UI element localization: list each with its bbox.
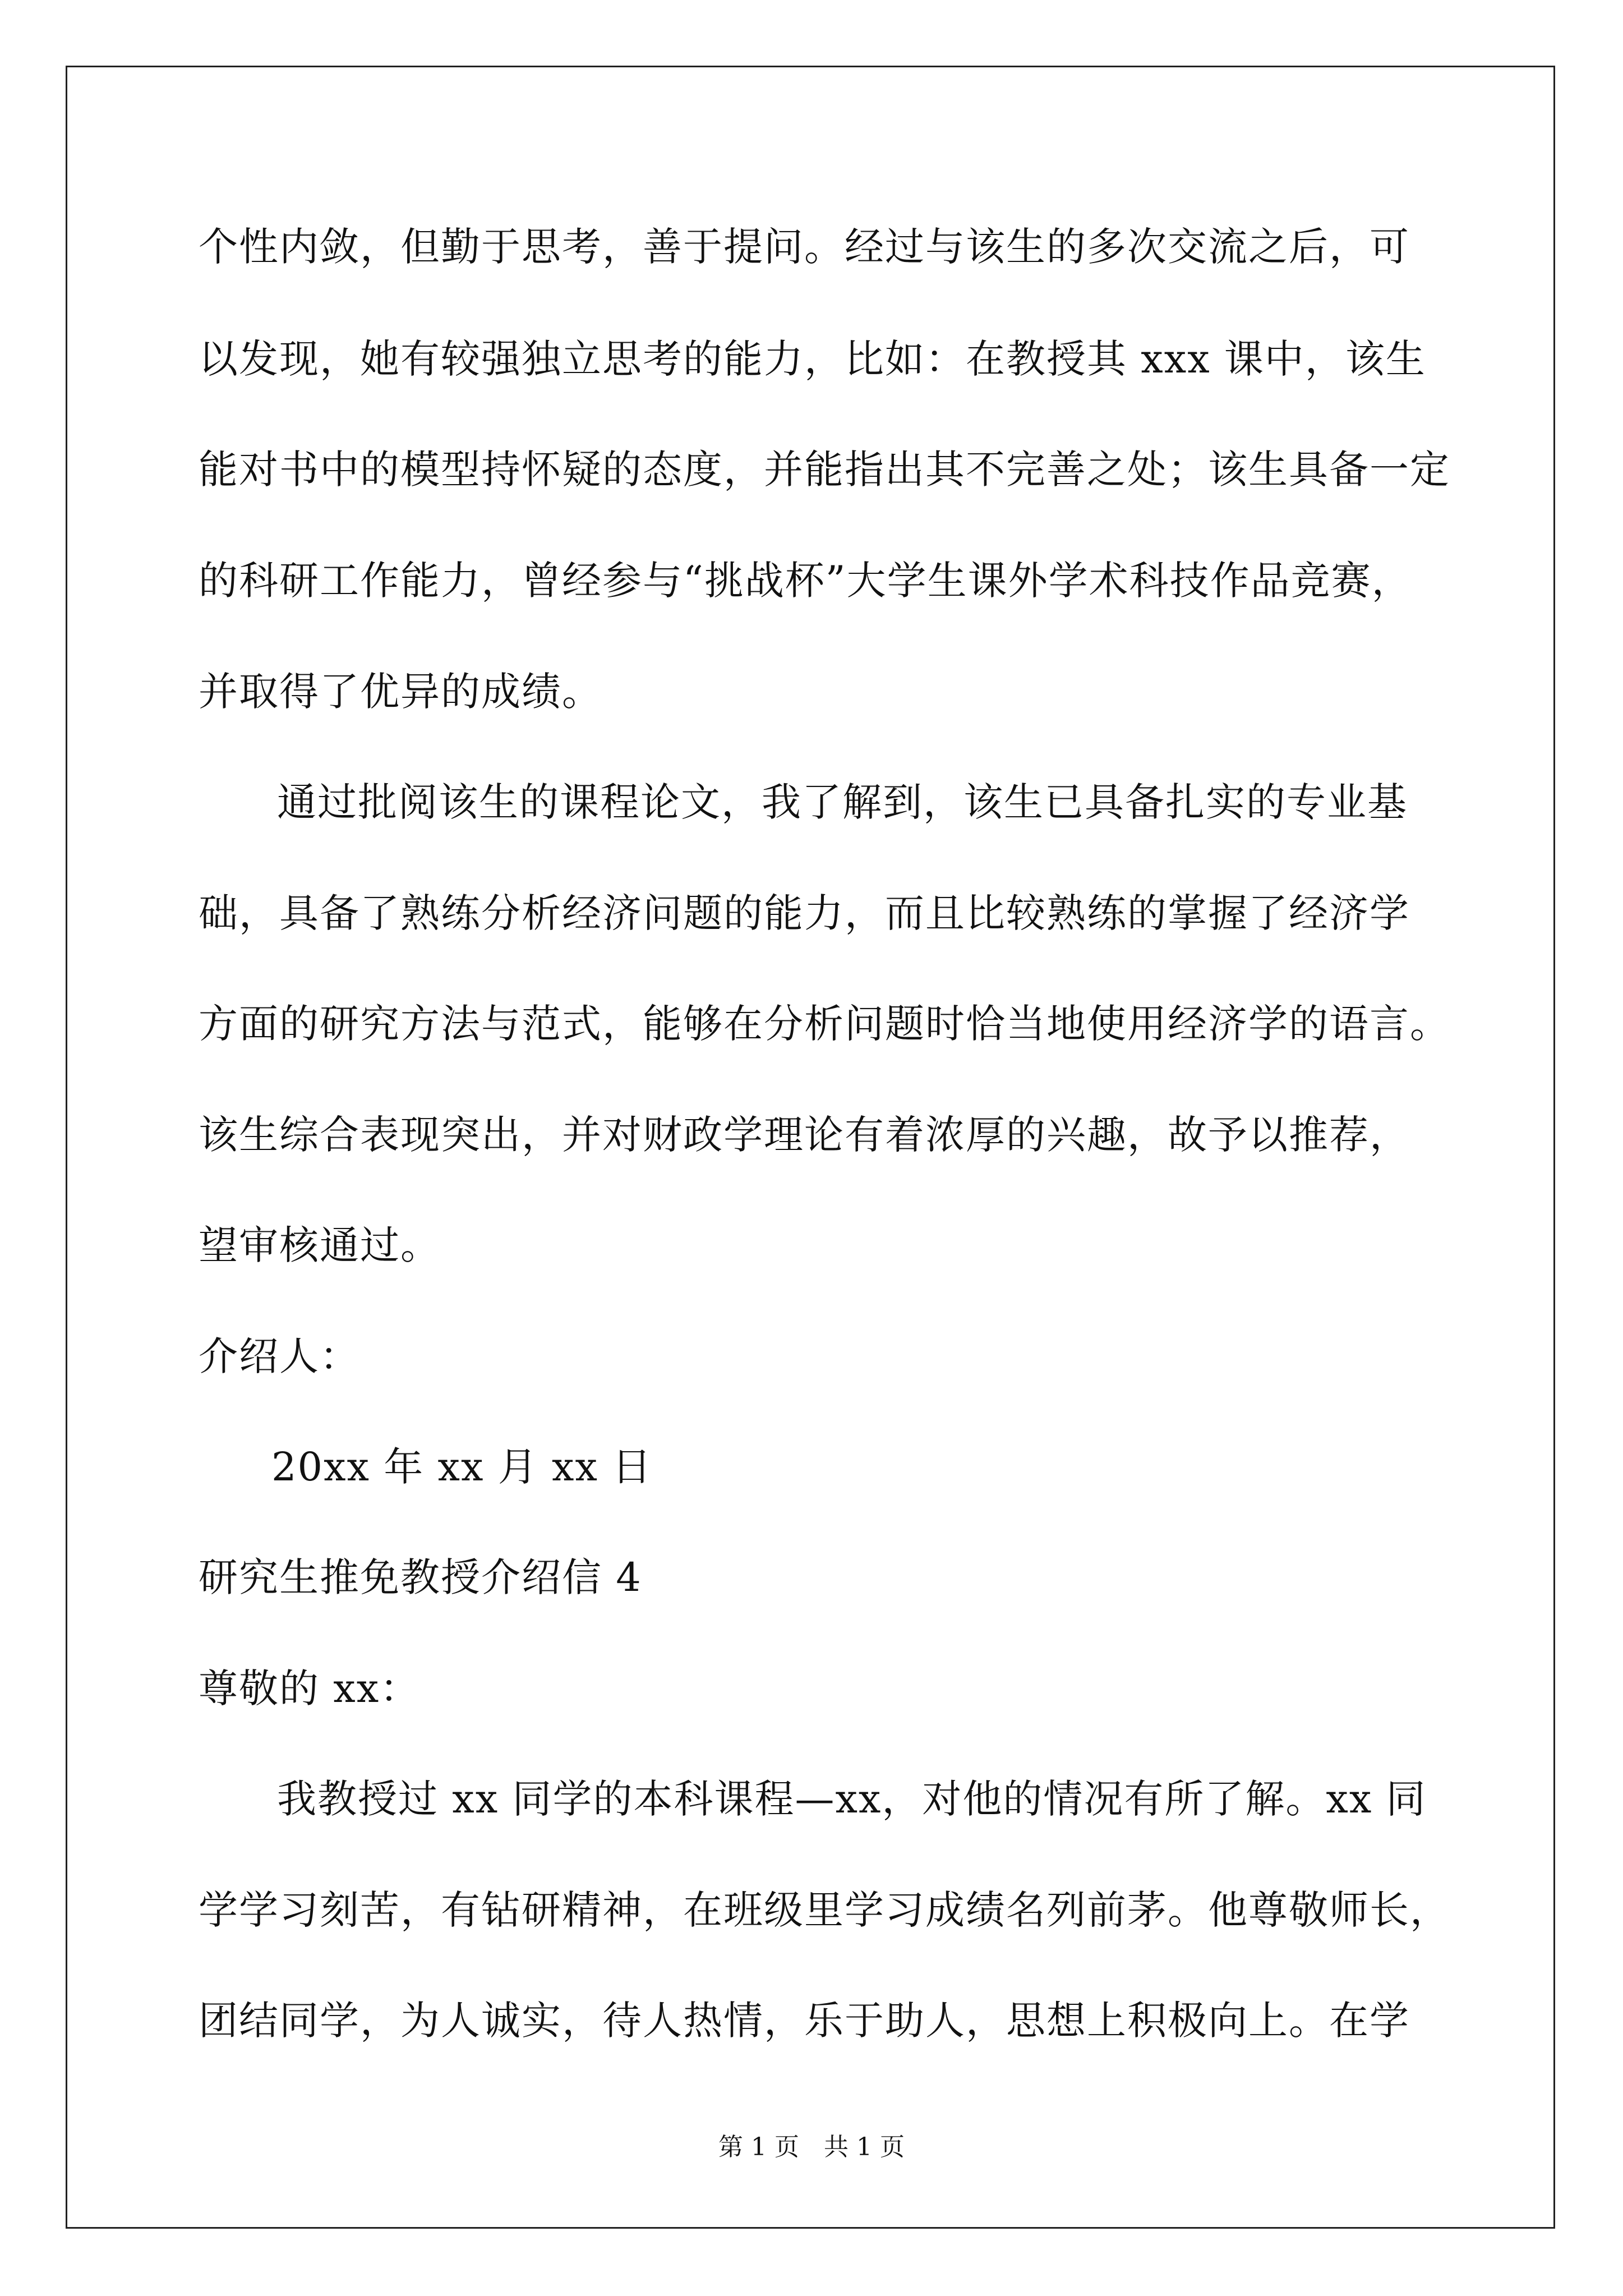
salutation: 尊敬的 xx： bbox=[199, 1665, 421, 1711]
paragraph-2-line-5: 望审核通过。 bbox=[199, 1222, 441, 1268]
body-line-2: 以发现，她有较强独立思考的能力，比如：在教授其 xxx 课中，该生 bbox=[199, 336, 1426, 382]
paragraph-3-line-3: 团结同学，为人诚实，待人热情，乐于助人，思想上积极向上。在学 bbox=[199, 1998, 1410, 2044]
section-title: 研究生推免教授介绍信 4 bbox=[199, 1554, 642, 1600]
page-number-footer: 第 1 页 共 1 页 bbox=[718, 2133, 905, 2161]
paragraph-3-line-1: 我教授过 xx 同学的本科课程—xx，对他的情况有所了解。xx 同 bbox=[277, 1776, 1427, 1822]
letter-date: 20xx 年 xx 月 xx 日 bbox=[271, 1444, 653, 1490]
paragraph-3-line-2: 学学习刻苦，有钻研精神，在班级里学习成绩名列前茅。他尊敬师长， bbox=[199, 1887, 1450, 1933]
body-line-4: 的科研工作能力，曾经参与“挑战杯”大学生课外学术科技作品竞赛， bbox=[199, 558, 1412, 604]
paragraph-2-line-2: 础，具备了熟练分析经济问题的能力，而且比较熟练的掌握了经济学 bbox=[199, 890, 1410, 936]
paragraph-2-line-4: 该生综合表现突出，并对财政学理论有着浓厚的兴趣，故予以推荐， bbox=[199, 1112, 1410, 1158]
body-line-3: 能对书中的模型持怀疑的态度，并能指出其不完善之处；该生具备一定 bbox=[199, 447, 1450, 493]
paragraph-2-line-1: 通过批阅该生的课程论文，我了解到，该生已具备扎实的专业基 bbox=[277, 779, 1408, 825]
body-line-5: 并取得了优异的成绩。 bbox=[199, 669, 602, 715]
body-line-1: 个性内敛，但勤于思考，善于提问。经过与该生的多次交流之后，可 bbox=[199, 224, 1410, 270]
paragraph-2-line-3: 方面的研究方法与范式，能够在分析问题时恰当地使用经济学的语言。 bbox=[199, 1001, 1450, 1047]
introducer-label: 介绍人： bbox=[199, 1333, 360, 1379]
